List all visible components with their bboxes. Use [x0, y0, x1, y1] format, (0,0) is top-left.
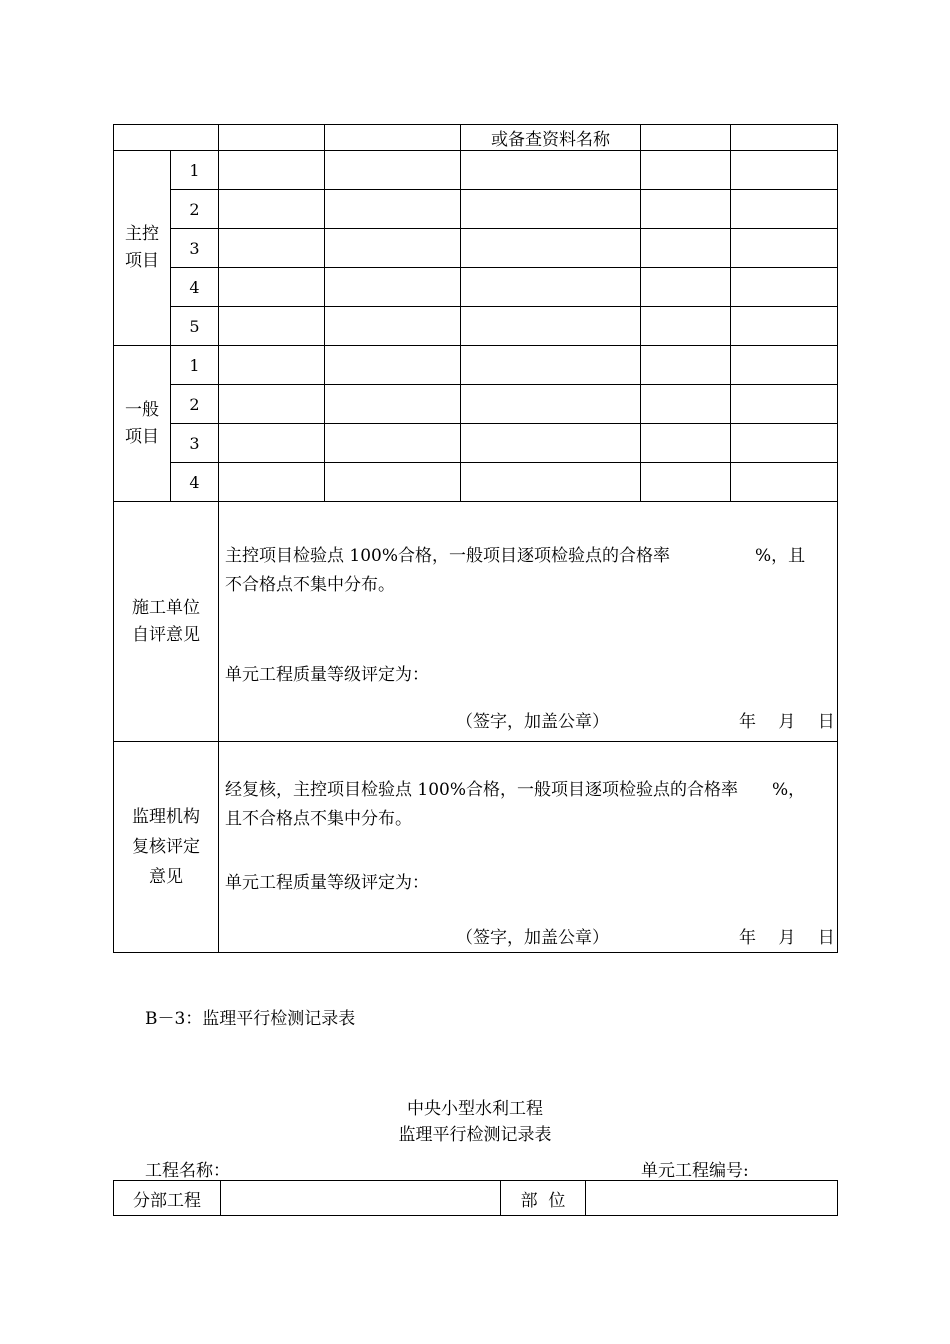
header-cell [219, 125, 325, 151]
supervision-opinion-row [114, 742, 838, 953]
division-table [113, 1180, 838, 1216]
header-row [114, 125, 838, 151]
header-cell [731, 125, 838, 151]
supervision-opinion-label-line: 意见 [149, 867, 183, 887]
form-reference-note: B－3：监理平行检测记录表 [145, 1009, 356, 1029]
header-cell-reference-name: 或备查资料名称 [461, 125, 641, 151]
table-row [114, 346, 838, 385]
construction-grade-label: 单元工程质量等级评定为： [225, 665, 429, 685]
construction-opinion-row [114, 502, 838, 742]
row-number: 3 [171, 424, 219, 463]
table-row [114, 229, 838, 268]
general-items-label-line: 项目 [125, 426, 159, 447]
table-row [114, 307, 838, 346]
construction-opinion-line1: 主控项目检验点 100%合格，一般项目逐项检验点的合格率 %，且 [225, 546, 806, 566]
supervision-opinion-line2: 且不合格点不集中分布。 [225, 809, 412, 829]
supervision-opinion-content [219, 742, 838, 953]
header-cell [325, 125, 461, 151]
row-number: 1 [171, 151, 219, 190]
row-number: 2 [171, 190, 219, 229]
table-row [114, 463, 838, 502]
supervision-opinion-label-line: 监理机构 [132, 807, 200, 827]
unit-number-label: 单元工程编号: [641, 1161, 749, 1181]
row-number: 3 [171, 229, 219, 268]
construction-opinion-label-line: 自评意见 [132, 624, 200, 645]
construction-opinion-content [219, 502, 838, 742]
table-row [114, 1181, 838, 1216]
supervision-date-label: 年 月 日 [739, 928, 835, 948]
supervision-grade-label: 单元工程质量等级评定为： [225, 873, 429, 893]
header-cell [114, 125, 219, 151]
construction-opinion-label-line: 施工单位 [132, 597, 200, 618]
form-title-line1: 中央小型水利工程 [407, 1099, 543, 1119]
division-label: 分部工程 [114, 1181, 221, 1216]
division-value [221, 1181, 501, 1216]
position-label: 部 位 [501, 1181, 586, 1216]
row-number: 5 [171, 307, 219, 346]
position-value [586, 1181, 838, 1216]
main-items-label-line: 项目 [125, 251, 159, 271]
row-number: 1 [171, 346, 219, 385]
construction-date-label: 年 月 日 [739, 712, 835, 732]
header-cell [641, 125, 731, 151]
construction-opinion-line2: 不合格点不集中分布。 [225, 575, 395, 595]
general-items-label [114, 346, 171, 502]
supervision-opinion-label [114, 742, 219, 953]
construction-signature-label: （签字，加盖公章） [456, 712, 609, 732]
main-items-label-line: 主控 [125, 224, 159, 244]
supervision-opinion-line1: 经复核，主控项目检验点 100%合格，一般项目逐项检验点的合格率 %， [225, 780, 806, 800]
table-row [114, 190, 838, 229]
row-number: 2 [171, 385, 219, 424]
main-items-label [114, 151, 171, 346]
row-number: 4 [171, 268, 219, 307]
general-items-label-line: 一般 [125, 399, 159, 420]
table-row [114, 385, 838, 424]
table-row [114, 424, 838, 463]
supervision-opinion-label-line: 复核评定 [132, 837, 200, 857]
main-evaluation-table [113, 124, 838, 953]
table-row [114, 268, 838, 307]
row-number: 4 [171, 463, 219, 502]
construction-opinion-label [114, 502, 219, 742]
construction-opinion-text [225, 542, 831, 600]
form-title-line2: 监理平行检测记录表 [398, 1125, 552, 1145]
supervision-opinion-text [225, 776, 831, 834]
supervision-signature-label: （签字，加盖公章） [456, 928, 609, 948]
project-name-label: 工程名称： [145, 1161, 230, 1181]
table-row [114, 151, 838, 190]
